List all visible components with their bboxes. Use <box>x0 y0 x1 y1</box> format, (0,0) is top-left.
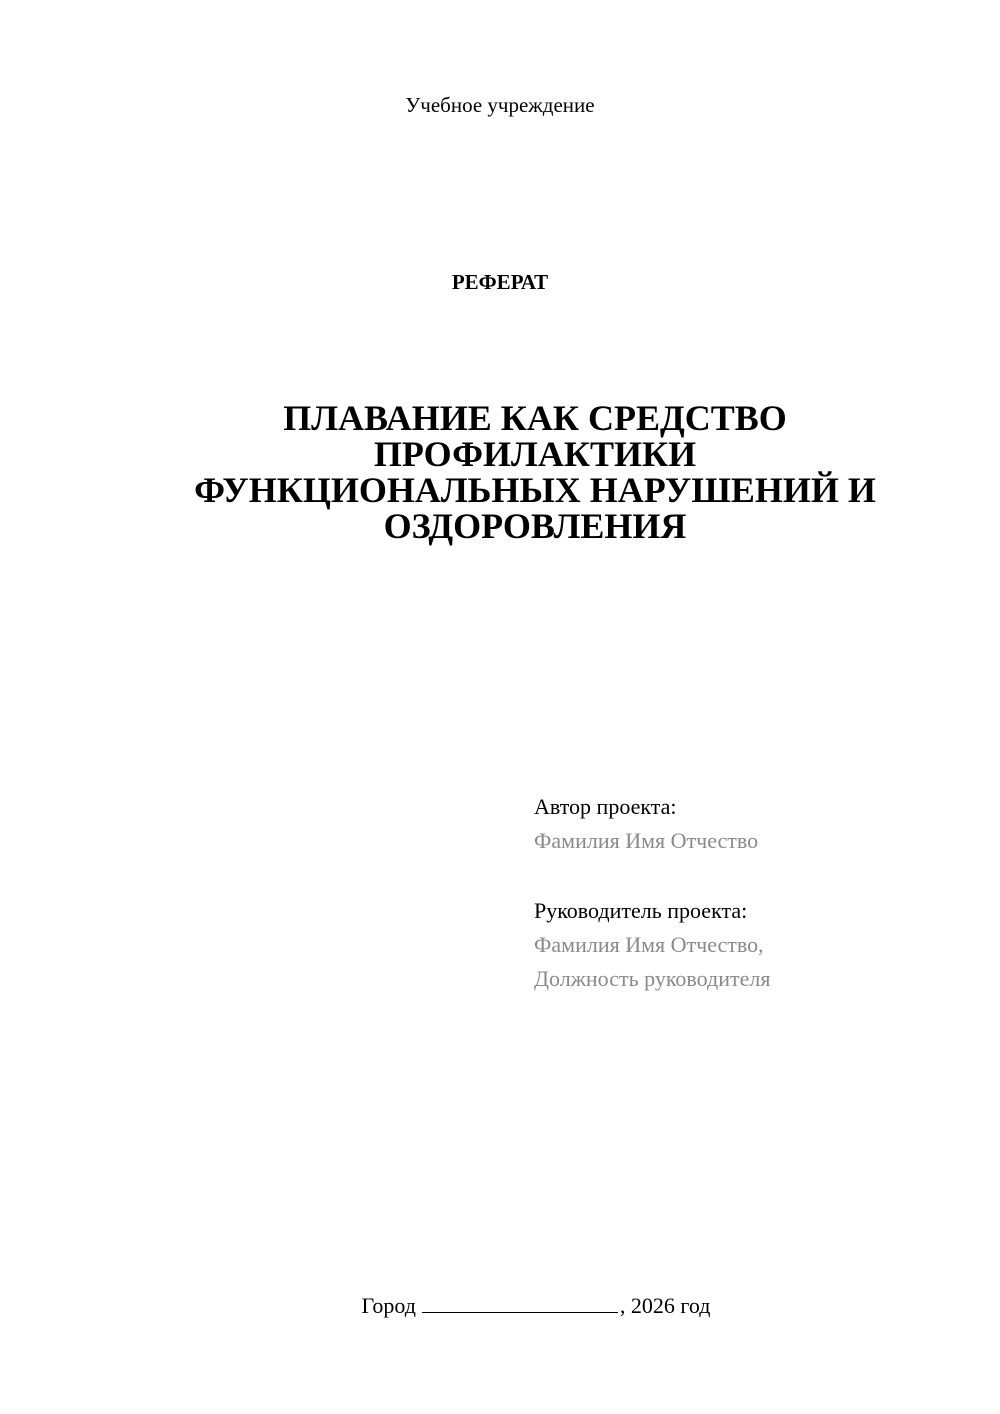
title-line: ФУНКЦИОНАЛЬНЫХ НАРУШЕНИЙ И <box>194 470 876 510</box>
document-title <box>130 400 940 544</box>
city-blank-line <box>422 1292 618 1313</box>
title-line: ПРОФИЛАКТИКИ <box>373 434 697 474</box>
document-type: РЕФЕРАТ <box>451 270 549 294</box>
author-label: Автор проекта: <box>534 794 677 819</box>
city-label: Город <box>361 1293 416 1318</box>
credits-spacer <box>534 858 770 894</box>
supervisor-name-placeholder: Фамилия Имя Отчество, <box>534 932 764 957</box>
title-line: ОЗДОРОВЛЕНИЯ <box>383 506 687 546</box>
institution-name: Учебное учреждение <box>405 93 595 117</box>
supervisor-label: Руководитель проекта: <box>534 898 748 923</box>
author-name-placeholder: Фамилия Имя Отчество <box>534 828 759 853</box>
footer-city-year <box>0 1292 1000 1319</box>
supervisor-position-placeholder: Должность руководителя <box>534 966 771 991</box>
year-text: , 2026 год <box>619 1293 711 1318</box>
title-line: ПЛАВАНИЕ КАК СРЕДСТВО <box>283 398 787 438</box>
credits-block <box>534 790 770 996</box>
